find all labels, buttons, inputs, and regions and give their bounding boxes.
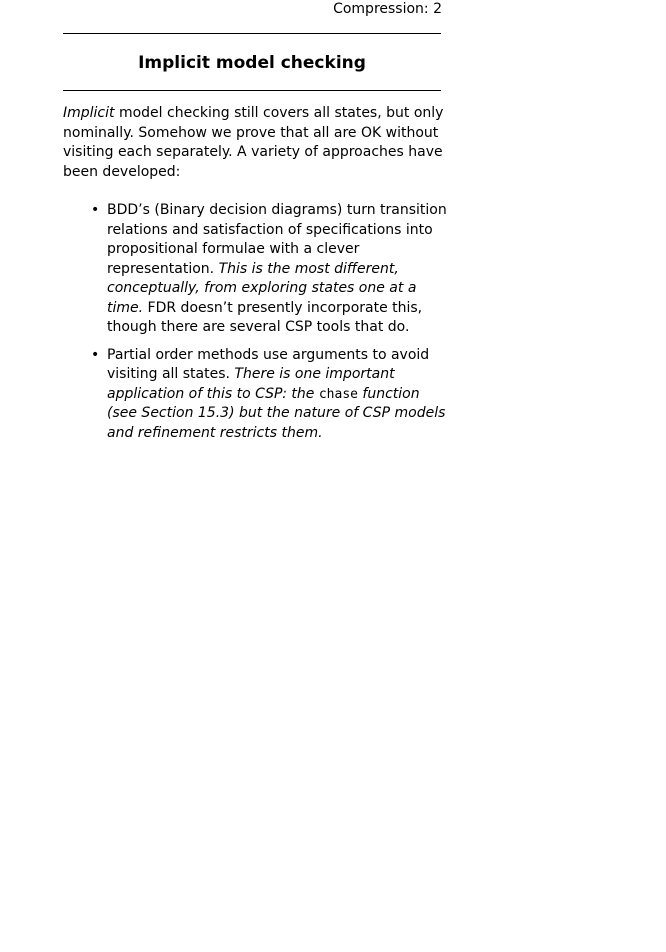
bullet-bdd-text-after: FDR doesn’t presently incorporate this, though there are several CSP tools that do. (107, 299, 423, 335)
bullet-item-bdd (63, 201, 447, 338)
page-header-label: Compression: 2 (333, 1, 442, 17)
slide-body (63, 104, 447, 451)
bullet-po-italic-before: There is one important application of this to CSP: the (107, 366, 395, 402)
slide-title: Implicit model checking (138, 53, 366, 73)
bullet-bdd-italic: This is the most different, conceptually, from exploring states one at a time. (107, 260, 417, 316)
bullet-po-italic-after: function (see Section 15.3) but the nature of CSP models and refinement restricts them. (107, 385, 446, 441)
intro-paragraph (63, 104, 447, 182)
bullet-item-partial-order (63, 346, 447, 444)
bullet-list (63, 201, 447, 443)
intro-text: model checking still covers all states, but only nominally. Somehow we prove that all are OK without visiting each separately. A variety of approaches have been developed: (63, 105, 444, 180)
title-bottom-rule (63, 90, 441, 91)
bullet-dot-icon: • (91, 202, 100, 218)
intro-emphasis: Implicit (63, 105, 115, 121)
bullet-po-code: chase (318, 386, 358, 402)
bullet-dot-icon: • (91, 346, 100, 363)
bullet-bdd-text: BDD’s (Binary decision diagrams) turn transition relations and satisfaction of specifications into propositional formulae with a clever representation. (107, 202, 447, 277)
bullet-po-text: Partial order methods use arguments to avoid visiting all states. (107, 346, 430, 382)
title-top-rule (63, 33, 441, 34)
